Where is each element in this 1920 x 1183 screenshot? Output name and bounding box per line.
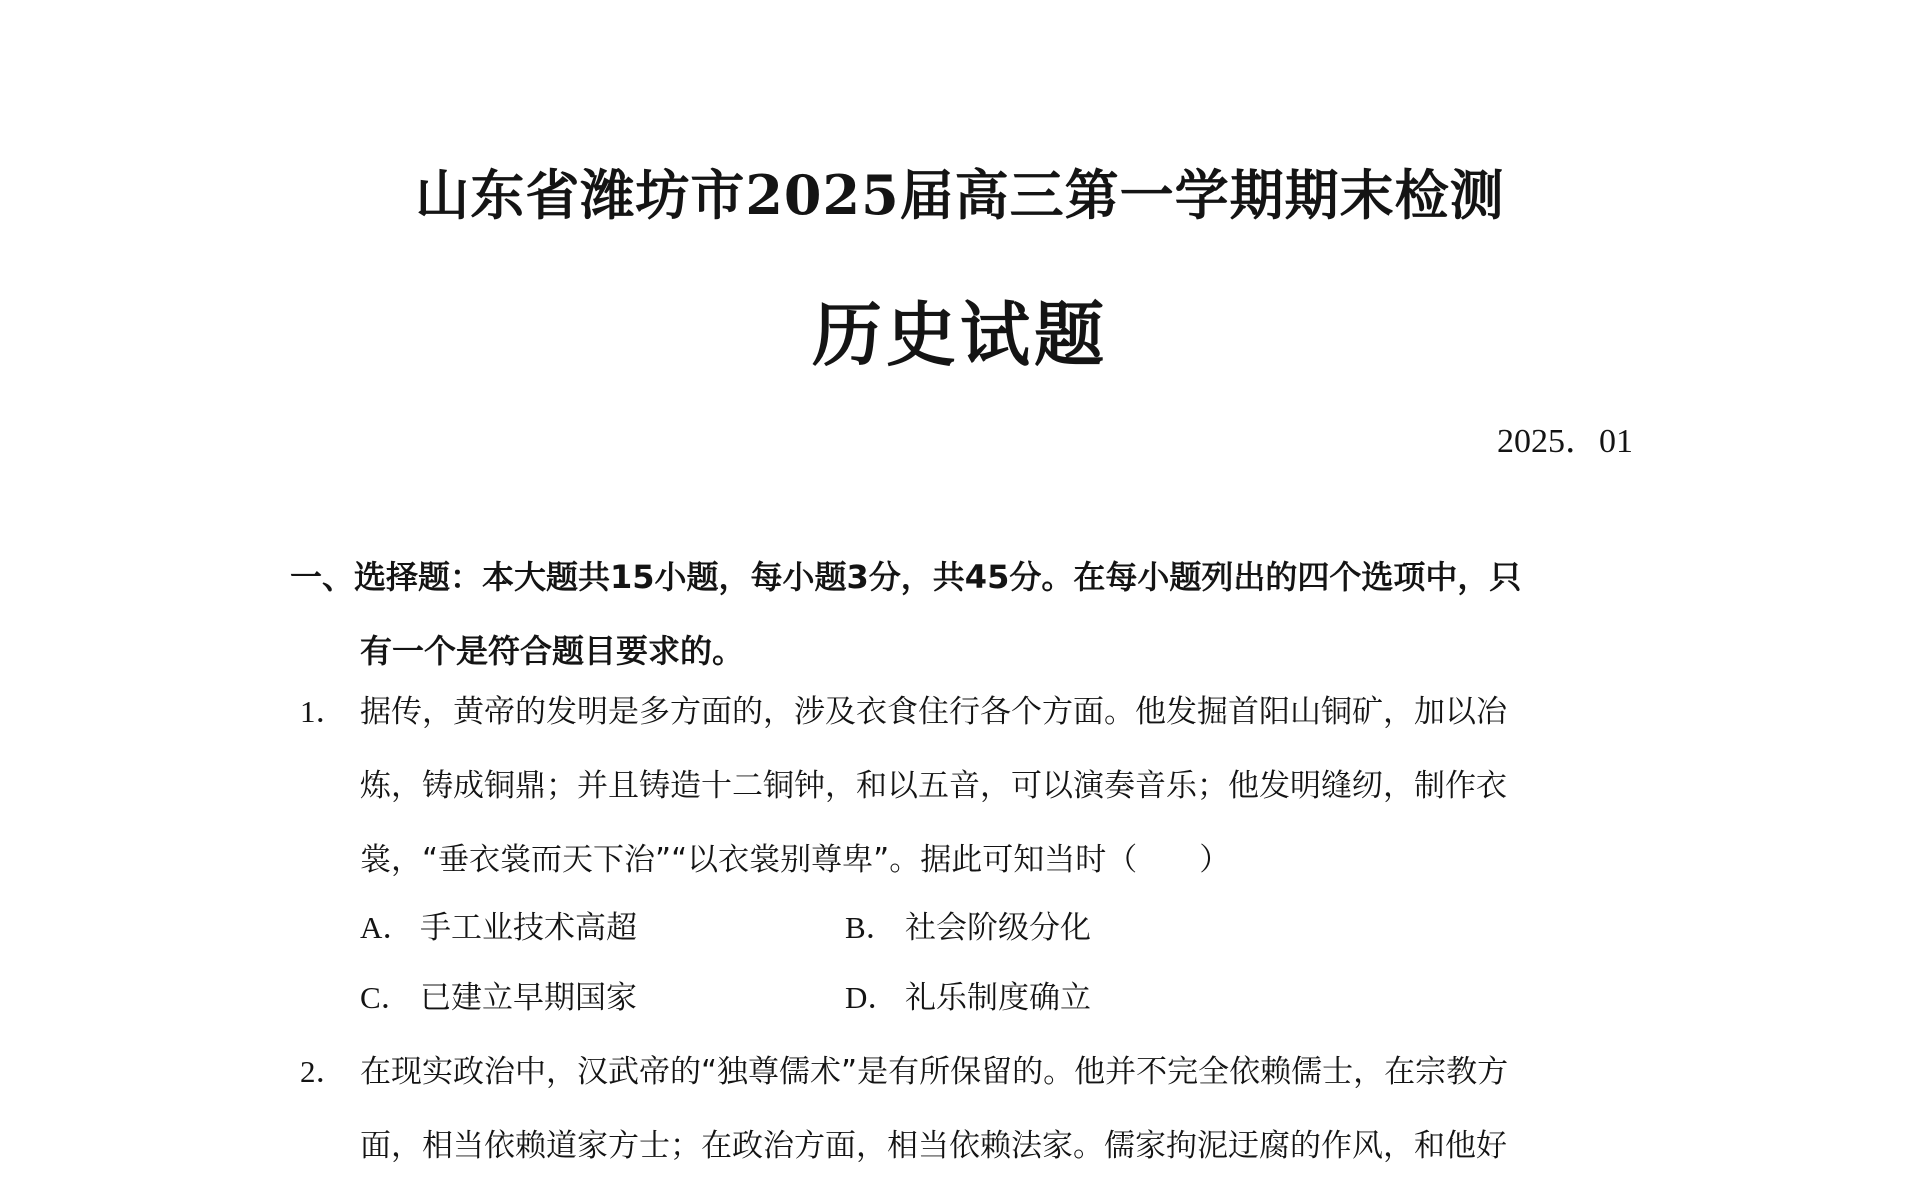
- answer-options: [360, 893, 1630, 1033]
- options-row: [360, 963, 1630, 1033]
- question-stem-line: 据传，黄帝的发明是多方面的，涉及衣食住行各个方面。他发掘首阳山铜矿，加以冶: [360, 694, 1507, 730]
- option-letter: D．: [845, 980, 899, 1015]
- option-letter: B．: [845, 910, 897, 945]
- option-letter: A．: [360, 910, 414, 945]
- question-stem-line: 面，相当依赖道家方士；在政治方面，相当依赖法家。儒家拘泥迂腐的作风，和他好: [360, 1128, 1507, 1164]
- section-heading-line-1: 一、选择题：本大题共15小题，每小题3分，共45分。在每小题列出的四个选项中，只: [290, 558, 1522, 596]
- question-stem: [360, 675, 1630, 897]
- option-text: 已建立早期国家: [420, 980, 637, 1016]
- option-a: [360, 893, 845, 963]
- subject-title: 历史试题: [812, 294, 1108, 376]
- option-text: 手工业技术高超: [420, 910, 637, 946]
- question-number: 2．: [300, 1054, 347, 1089]
- question-stem-line: 裳，“垂衣裳而天下治”“以衣裳别尊卑”。据此可知当时（ ）: [360, 842, 1231, 878]
- option-text: 社会阶级分化: [905, 910, 1091, 946]
- option-text: 礼乐制度确立: [905, 980, 1091, 1016]
- section-heading: [290, 540, 1630, 688]
- question-stem-line: 炼，铸成铜鼎；并且铸造十二铜钟，和以五音，可以演奏音乐；他发明缝纫，制作衣: [360, 768, 1507, 804]
- question-stem: [360, 1035, 1630, 1164]
- option-d: [845, 963, 1330, 1033]
- question-1: [300, 675, 1640, 1033]
- exam-date: 2025．01: [1497, 423, 1633, 460]
- question-stem-line: 在现实政治中，汉武帝的“独尊儒术”是有所保留的。他并不完全依赖儒士，在宗教方: [360, 1054, 1509, 1090]
- section-heading-line-2: 有一个是符合题目要求的。: [360, 632, 745, 670]
- option-letter: C．: [360, 980, 412, 1015]
- question-number: 1．: [300, 694, 347, 729]
- options-row: [360, 893, 1630, 963]
- option-c: [360, 963, 845, 1033]
- exam-title: 山东省潍坊市2025届高三第一学期期末检测: [415, 163, 1505, 227]
- question-2: [300, 1035, 1640, 1164]
- option-b: [845, 893, 1330, 963]
